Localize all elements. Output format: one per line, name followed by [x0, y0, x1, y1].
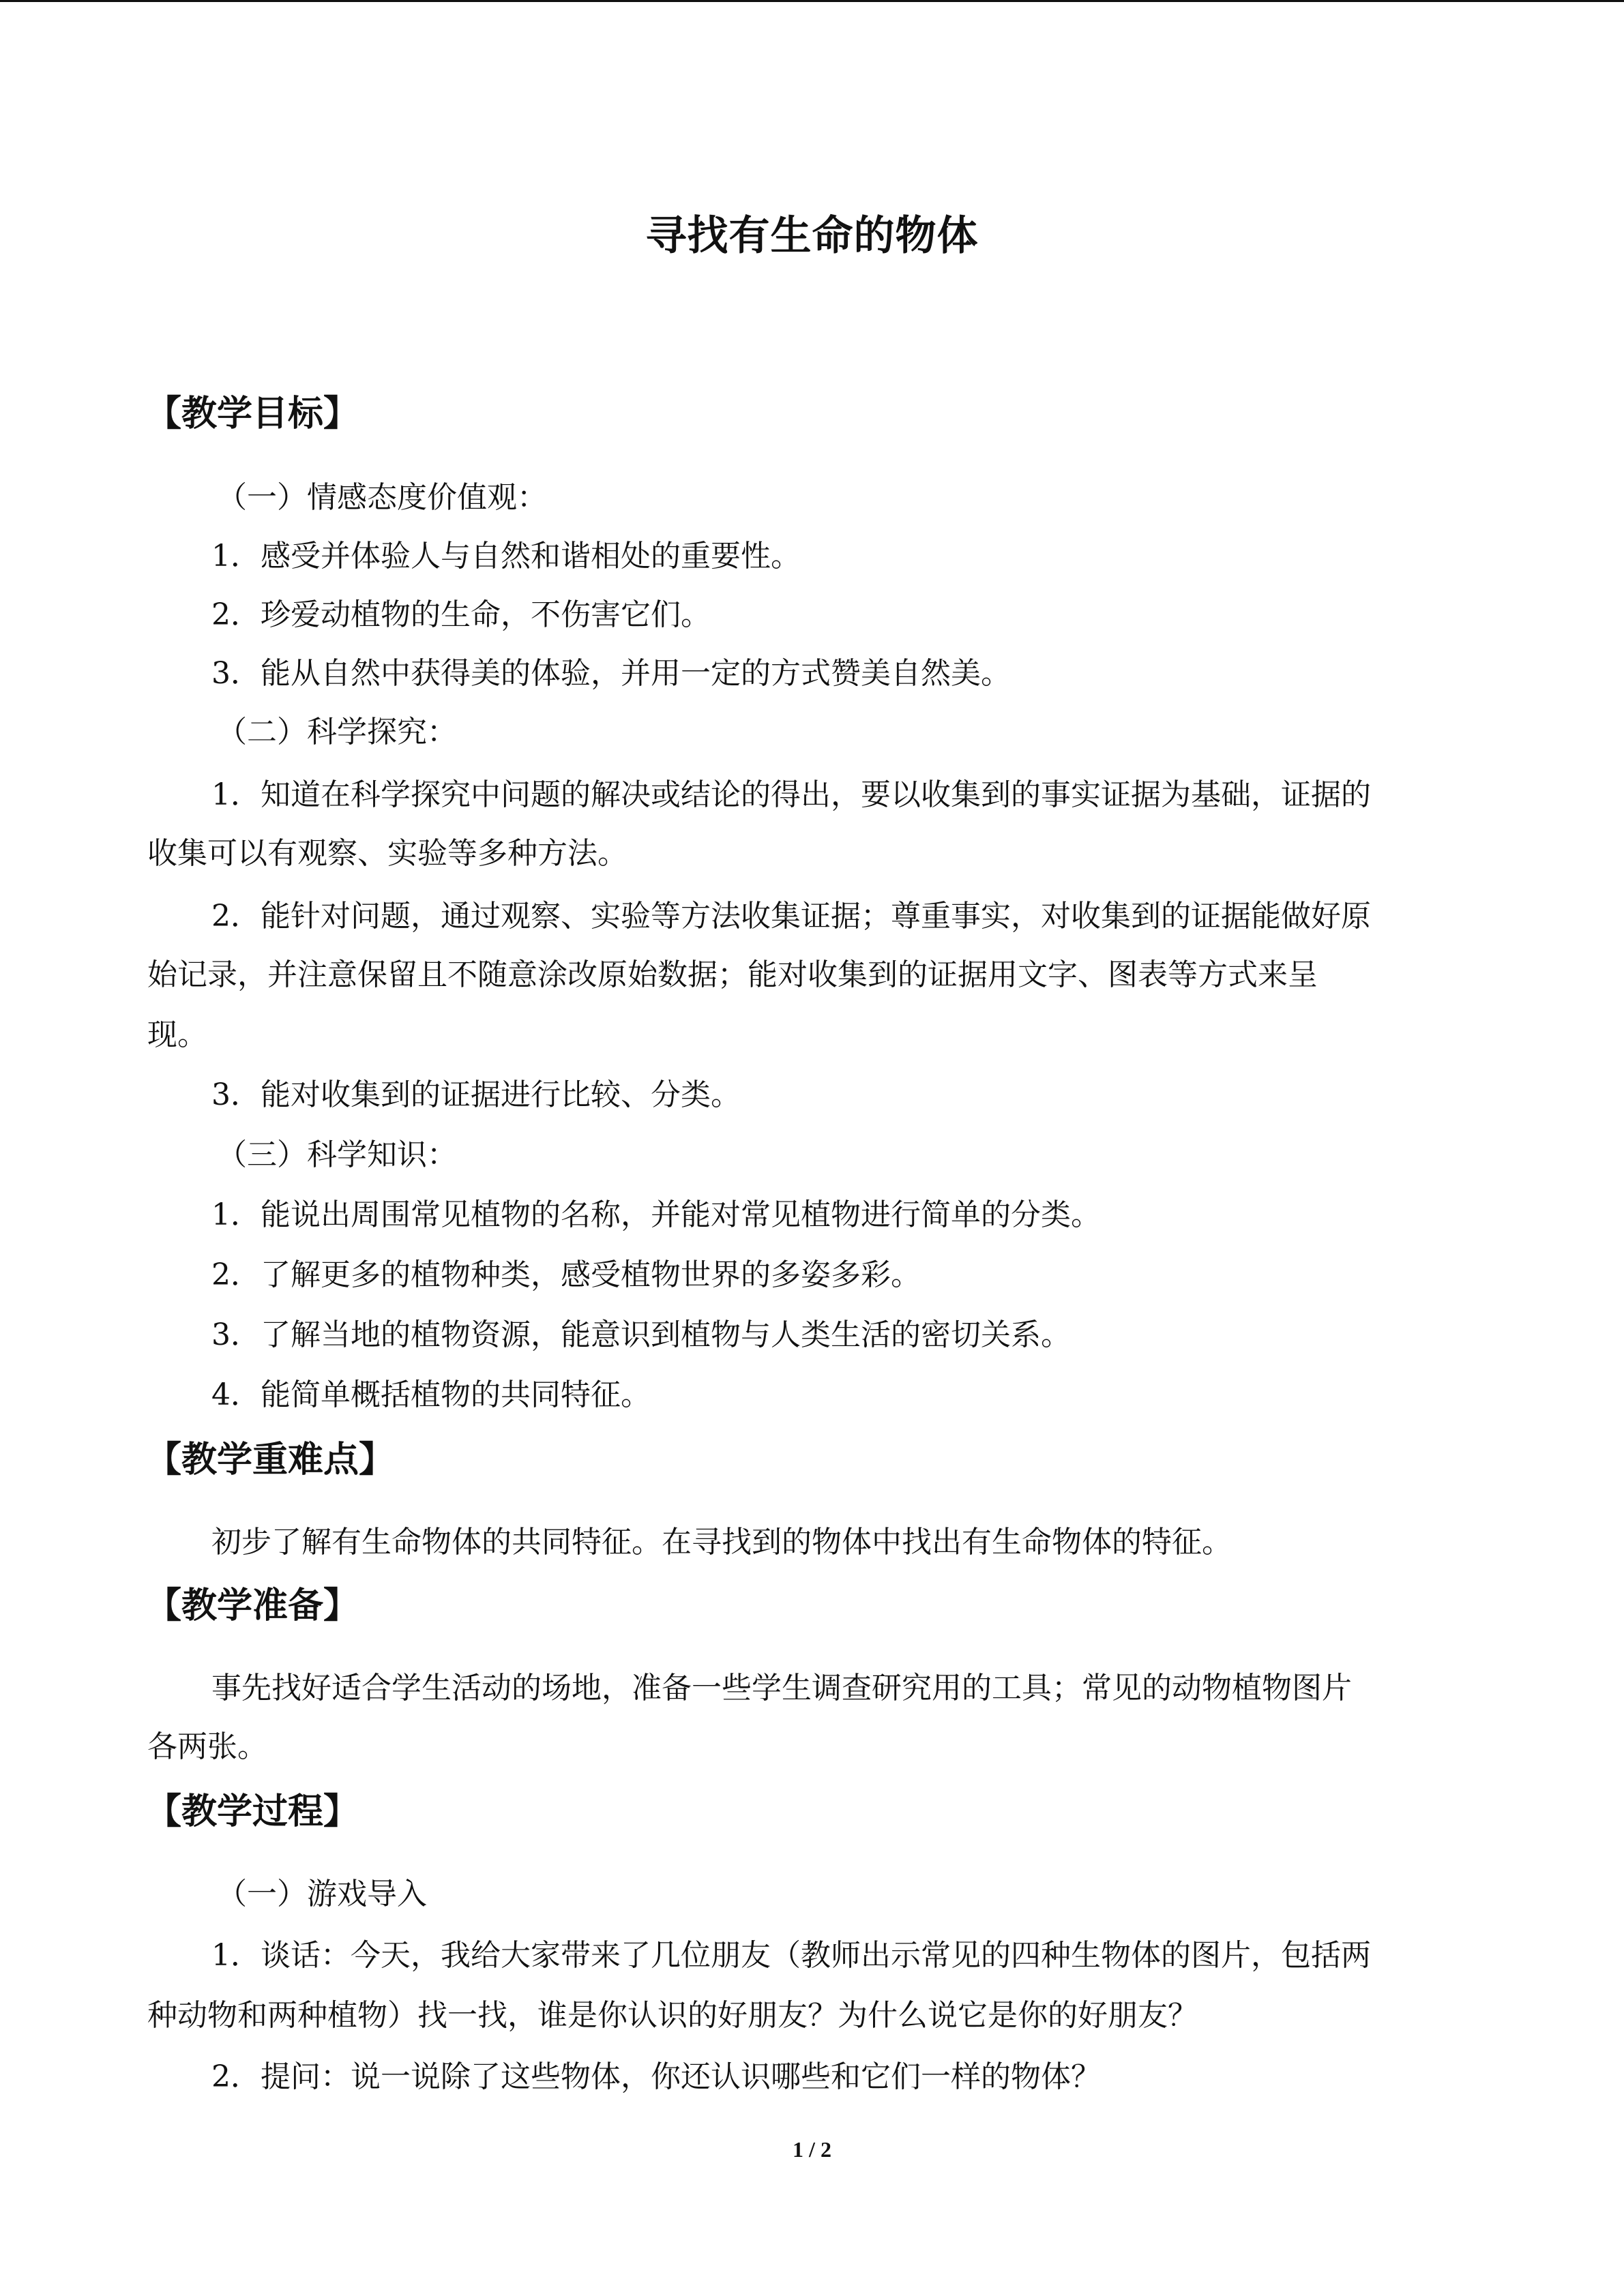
- preparation-text: 事先找好适合学生活动的场地，准备一些学生调查研究用的工具；常见的动物植物图片: [211, 1671, 1352, 1705]
- section-heading-teaching-goals: 【教学目标】: [146, 393, 359, 434]
- goal-item: 4．能简单概括植物的共同特征。: [211, 1377, 651, 1412]
- process-step: 2．提问：说一说除了这些物体，你还认识哪些和它们一样的物体？: [211, 2059, 1101, 2094]
- subsection-heading-inquiry: （二）科学探究：: [217, 715, 457, 749]
- goal-item: 3．了解当地的植物资源，能意识到植物与人类生活的密切关系。: [211, 1317, 1071, 1352]
- goal-item-continuation: 始记录，并注意保留且不随意涂改原始数据；能对收集到的证据用文字、图表等方式来呈: [147, 957, 1318, 992]
- section-heading-process: 【教学过程】: [146, 1791, 359, 1832]
- goal-item: 3．能从自然中获得美的体验，并用一定的方式赞美自然美。: [211, 656, 1011, 691]
- goal-item: 1．能说出周围常见植物的名称，并能对常见植物进行简单的分类。: [211, 1197, 1101, 1232]
- process-step: 1．谈话：今天，我给大家带来了几位朋友（教师出示常见的四种生物体的图片，包括两: [211, 1938, 1371, 1973]
- subsection-heading-knowledge: （三）科学知识：: [217, 1137, 457, 1172]
- preparation-text-continuation: 各两张。: [147, 1729, 267, 1764]
- goal-item-continuation: 收集可以有观察、实验等多种方法。: [147, 836, 628, 871]
- section-heading-key-points: 【教学重难点】: [146, 1440, 395, 1480]
- process-step-continuation: 种动物和两种植物）找一找，谁是你认识的好朋友？为什么说它是你的好朋友？: [147, 1998, 1198, 2033]
- goal-item-continuation: 现。: [147, 1017, 207, 1052]
- goal-item: 1．知道在科学探究中问题的解决或结论的得出，要以收集到的事实证据为基础，证据的: [211, 777, 1371, 812]
- top-border-line: [0, 0, 1624, 2]
- goal-item: 2．珍爱动植物的生命，不伤害它们。: [211, 597, 711, 632]
- key-points-text: 初步了解有生命物体的共同特征。在寻找到的物体中找出有生命物体的特征。: [211, 1525, 1232, 1560]
- subsection-heading-attitudes: （一）情感态度价值观：: [217, 480, 547, 515]
- goal-item: 2．了解更多的植物种类，感受植物世界的多姿多彩。: [211, 1257, 921, 1292]
- subsection-heading-game-intro: （一）游戏导入: [217, 1877, 427, 1911]
- goal-item: 3．能对收集到的证据进行比较、分类。: [211, 1077, 741, 1112]
- goal-item: 2．能针对问题，通过观察、实验等方法收集证据；尊重事实，对收集到的证据能做好原: [211, 899, 1371, 934]
- section-heading-preparation: 【教学准备】: [146, 1585, 359, 1626]
- page-title: 寻找有生命的物体: [645, 212, 979, 260]
- goal-item: 1．感受并体验人与自然和谐相处的重要性。: [211, 539, 801, 573]
- page-number: 1 / 2: [793, 2137, 831, 2162]
